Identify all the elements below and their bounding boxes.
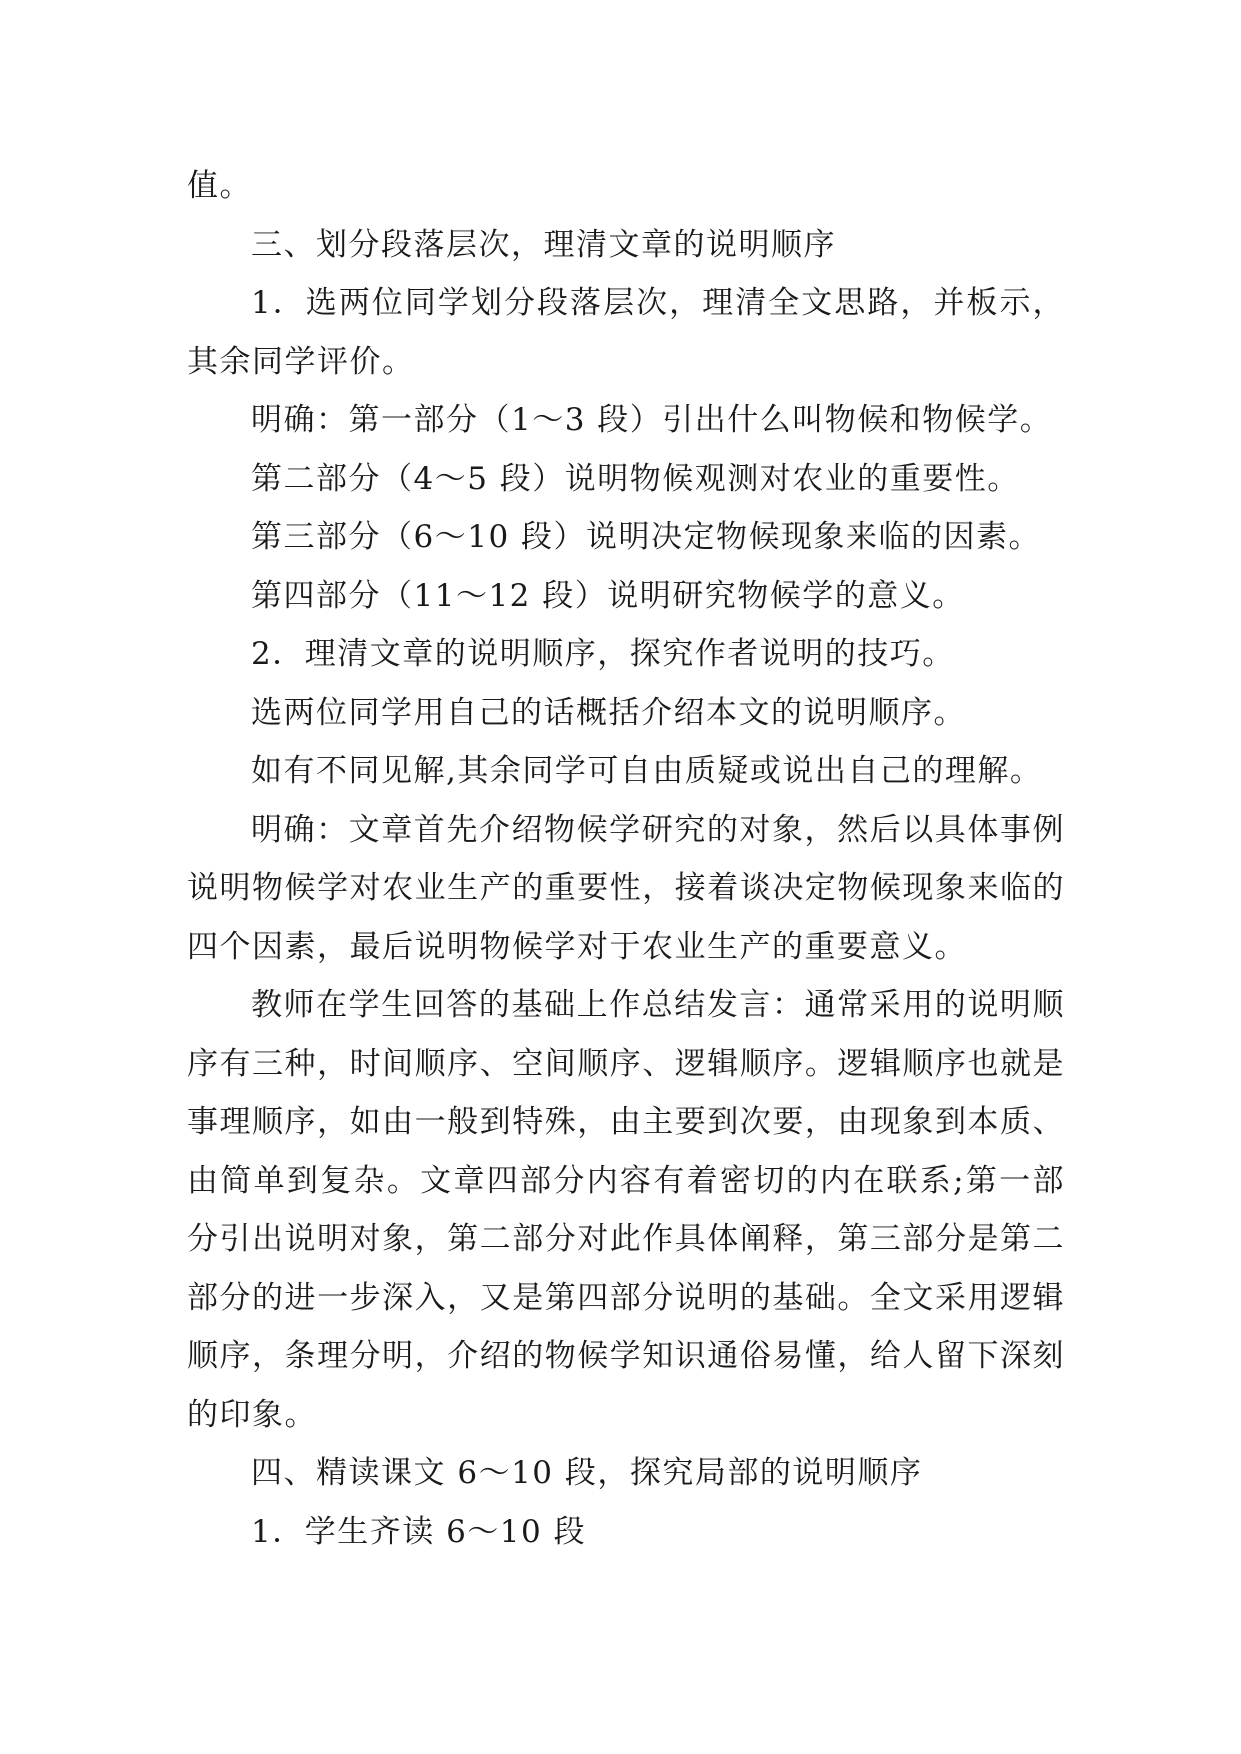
paragraph: 第四部分（11～12 段）说明研究物候学的意义。	[251, 577, 965, 614]
paragraph: 明确：第一部分（1～3 段）引出什么叫物候和物候学。	[251, 402, 1053, 438]
paragraph: 教师在学生回答的基础上作总结发言：通常采用的说明顺序有三种，时间顺序、空间顺序、逻辑顺序。逻辑顺序也就是事理顺序，如由一般到特殊，由主要到次要，由现象到本质、由简单到复杂。文章四部分内容有着密切的内在联系;第一部分引出说明对象，第二部分对此作具体阐释，第三部分是第二部分的进一步深入，又是第四部分说明的基础。全文采用逻辑顺序，条理分明，介绍的物候学知识通俗易懂，给人留下深刻的印象。	[187, 987, 1065, 1433]
paragraph: 1．学生齐读 6～10 段	[251, 1513, 587, 1550]
paragraph: 第三部分（6～10 段）说明决定物候现象来临的因素。	[251, 519, 1042, 555]
paragraph: 选两位同学用自己的话概括介绍本文的说明顺序。	[251, 694, 966, 731]
paragraph: 1．选两位同学划分段落层次，理清全文思路，并板示，其余同学评价。	[187, 285, 1065, 380]
document-body	[187, 157, 1065, 1561]
paragraph: 明确：文章首先介绍物候学研究的对象，然后以具体事例说明物候学对农业生产的重要性，接着谈决定物候现象来临的四个因素，最后说明物候学对于农业生产的重要意义。	[187, 811, 1065, 965]
paragraph: 第二部分（4～5 段）说明物候观测对农业的重要性。	[251, 460, 1020, 497]
section-heading: 四、精读课文 6～10 段，探究局部的说明顺序	[251, 1455, 923, 1491]
paragraph: 2．理清文章的说明顺序，探究作者说明的技巧。	[251, 636, 955, 672]
paragraph: 如有不同见解,其余同学可自由质疑或说出自己的理解。	[251, 753, 1043, 789]
section-heading: 三、划分段落层次，理清文章的说明顺序	[251, 226, 836, 263]
paragraph: 值。	[187, 168, 252, 204]
